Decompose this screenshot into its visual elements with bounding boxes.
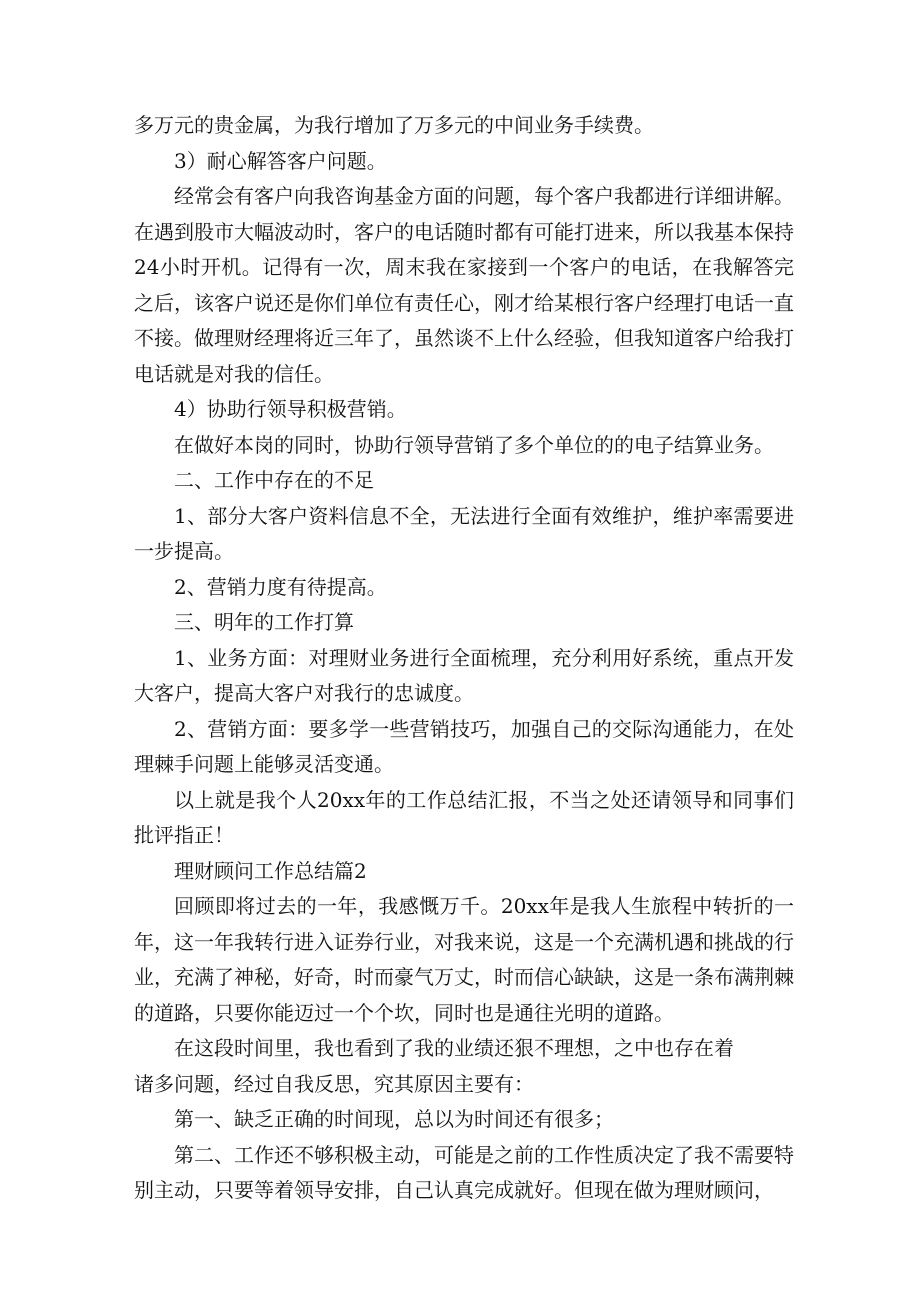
paragraph: 2、营销力度有待提高。 [174,574,387,599]
section-heading: 二、工作中存在的不足 [174,468,374,492]
paragraph: 1、部分大客户资料信息不全，无法进行全面有效维护，维护率需要进一步提高。 [134,503,794,563]
paragraph: 经常会有客户向我咨询基金方面的问题，每个客户我都进行详细讲解。在遇到股市大幅波动时，客户的电话随时都有可能打进来，所以我基本保持24小时开机。记得有一次，周末我在家接到一个客户的电话，在我解答完之后，该客户说还是你们单位有责任心，刚才给某根行客户经理打电话一直不接。做理财经理将近三年了，虽然谈不上什么经验，但我知道客户给我打电话就是对我的信任。 [134,184,794,386]
paragraph: 2、营销方面：要多学一些营销技巧，加强自己的交际沟通能力，在处理棘手问题上能够灵活变通。 [134,716,794,776]
paragraph: 回顾即将过去的一年，我感慨万千。20xx年是我人生旅程中转折的一年，这一年我转行进入证券行业，对我来说，这是一个充满机遇和挑战的行业，充满了神秘，好奇，时而豪气万丈，时而信心缺缺，这是一条布满荆棘的道路，只要你能迈过一个个坎，同时也是通往光明的道路。 [134,894,794,1025]
paragraph: 在这段时间里，我也看到了我的业绩还狠不理想，之中也存在着 诸多问题，经过自我反思，究其原因主要有： [134,1036,734,1096]
paragraph: 第二、工作还不够积极主动，可能是之前的工作性质决定了我不需要特别主动，只要等着领导安排，自己认真完成就好。但现在做为理财顾问， [134,1142,794,1202]
article-title: 理财顾问工作总结篇2 [174,858,367,883]
document-body [134,108,794,1209]
paragraph: 1、业务方面：对理财业务进行全面梳理，充分利用好系统，重点开发大客户，提高大客户对我行的忠诚度。 [134,645,794,705]
paragraph: 3）耐心解答客户问题。 [174,148,387,173]
paragraph: 第一、缺乏正确的时间现，总以为时间还有很多； [174,1107,614,1131]
section-heading: 三、明年的工作打算 [174,610,354,634]
paragraph: 在做好本岗的同时，协助行领导营销了多个单位的的电子结算业务。 [174,432,774,457]
paragraph: 以上就是我个人20xx年的工作总结汇报，不当之处还请领导和同事们批评指正！ [134,787,794,847]
paragraph: 4）协助行领导积极营销。 [174,397,407,421]
paragraph: 多万元的贵金属，为我行增加了万多元的中间业务手续费。 [134,113,654,137]
